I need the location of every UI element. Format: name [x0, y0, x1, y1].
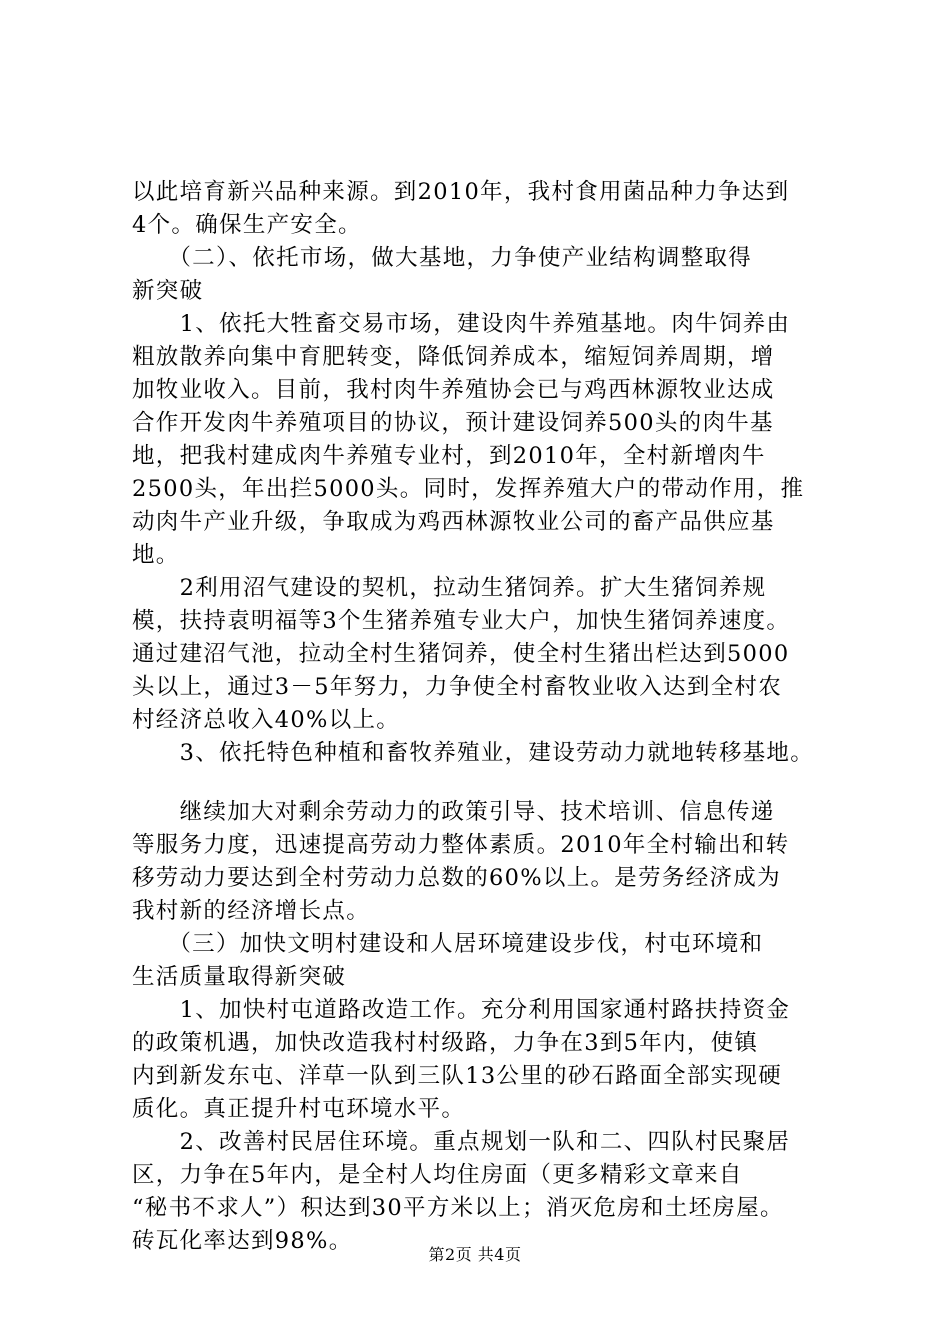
- paragraph-line: 合作开发肉牛养殖项目的协议，预计建设饲养500头的肉牛基: [132, 410, 774, 436]
- paragraph-line: 的政策机遇，加快改造我村村级路，力争在3到5年内，使镇: [132, 1030, 759, 1056]
- paragraph-line: 4个。确保生产安全。: [132, 212, 362, 238]
- paragraph-line: 移劳动力要达到全村劳动力总数的60%以上。是劳务经济成为: [132, 865, 781, 891]
- page-number-footer: 第2页 共4页: [428, 1245, 522, 1264]
- section-heading-line: 新突破: [132, 278, 204, 304]
- paragraph-line: 我村新的经济增长点。: [132, 898, 371, 924]
- paragraph-line: 1、加快村屯道路改造工作。充分利用国家通村路扶持资金: [132, 997, 791, 1023]
- paragraph-line: 模，扶持袁明福等3个生猪养殖专业大户，加快生猪饲养速度。: [132, 608, 791, 634]
- paragraph-line: 继续加大对剩余劳动力的政策引导、技术培训、信息传递: [132, 799, 775, 825]
- paragraph-line: 1、依托大牲畜交易市场，建设肉牛养殖基地。肉牛饲养由: [132, 311, 791, 337]
- paragraph-line: 头以上，通过3－5年努力，力争使全村畜牧业收入达到全村农: [132, 674, 783, 700]
- paragraph-line: 质化。真正提升村屯环境水平。: [132, 1096, 466, 1122]
- paragraph-line: 区，力争在5年内，是全村人均住房面（更多精彩文章来自: [132, 1162, 743, 1188]
- paragraph-line: 动肉牛产业升级，争取成为鸡西林源牧业公司的畜产品供应基: [132, 509, 775, 535]
- paragraph-line: 地。: [132, 542, 180, 568]
- paragraph-line: 内到新发东屯、洋草一队到三队13公里的砂石路面全部实现硬: [132, 1063, 783, 1089]
- section-heading-line: 生活质量取得新突破: [132, 964, 347, 990]
- section-heading-line: （三）加快文明村建设和人居环境建设步伐，村屯环境和: [132, 931, 764, 957]
- paragraph-line: 等服务力度，迅速提高劳动力整体素质。2010年全村输出和转: [132, 832, 790, 858]
- paragraph-line: 粗放散养向集中育肥转变，降低饲养成本，缩短饲养周期，增: [132, 344, 775, 370]
- section-heading-line: （二）、依托市场，做大基地，力争使产业结构调整取得: [132, 245, 753, 271]
- paragraph-line: 砖瓦化率达到98%。: [132, 1228, 353, 1254]
- paragraph-line: 村经济总收入40%以上。: [132, 707, 401, 733]
- paragraph-line: 2利用沼气建设的契机，拉动生猪饲养。扩大生猪饲养规: [132, 575, 767, 601]
- paragraph-line: 以此培育新兴品种来源。到2010年，我村食用菌品种力争达到: [132, 179, 790, 205]
- paragraph-line: “秘书不求人”）积达到30平方米以上；消灭危房和土坯房屋。: [132, 1195, 784, 1221]
- paragraph-line: 2、改善村民居住环境。重点规划一队和二、四队村民聚居: [132, 1129, 791, 1155]
- paragraph-line: 3、依托特色种植和畜牧养殖业，建设劳动力就地转移基地。: [132, 740, 815, 766]
- paragraph-line: 地，把我村建成肉牛养殖专业村，到2010年，全村新增肉牛: [132, 443, 766, 469]
- paragraph-line: 通过建沼气池，拉动全村生猪饲养，使全村生猪出栏达到5000: [132, 641, 790, 667]
- paragraph-line: 加牧业收入。目前，我村肉牛养殖协会已与鸡西林源牧业达成: [132, 377, 775, 403]
- paragraph-line: 2500头，年出拦5000头。同时，发挥养殖大户的带动作用，推: [132, 476, 805, 502]
